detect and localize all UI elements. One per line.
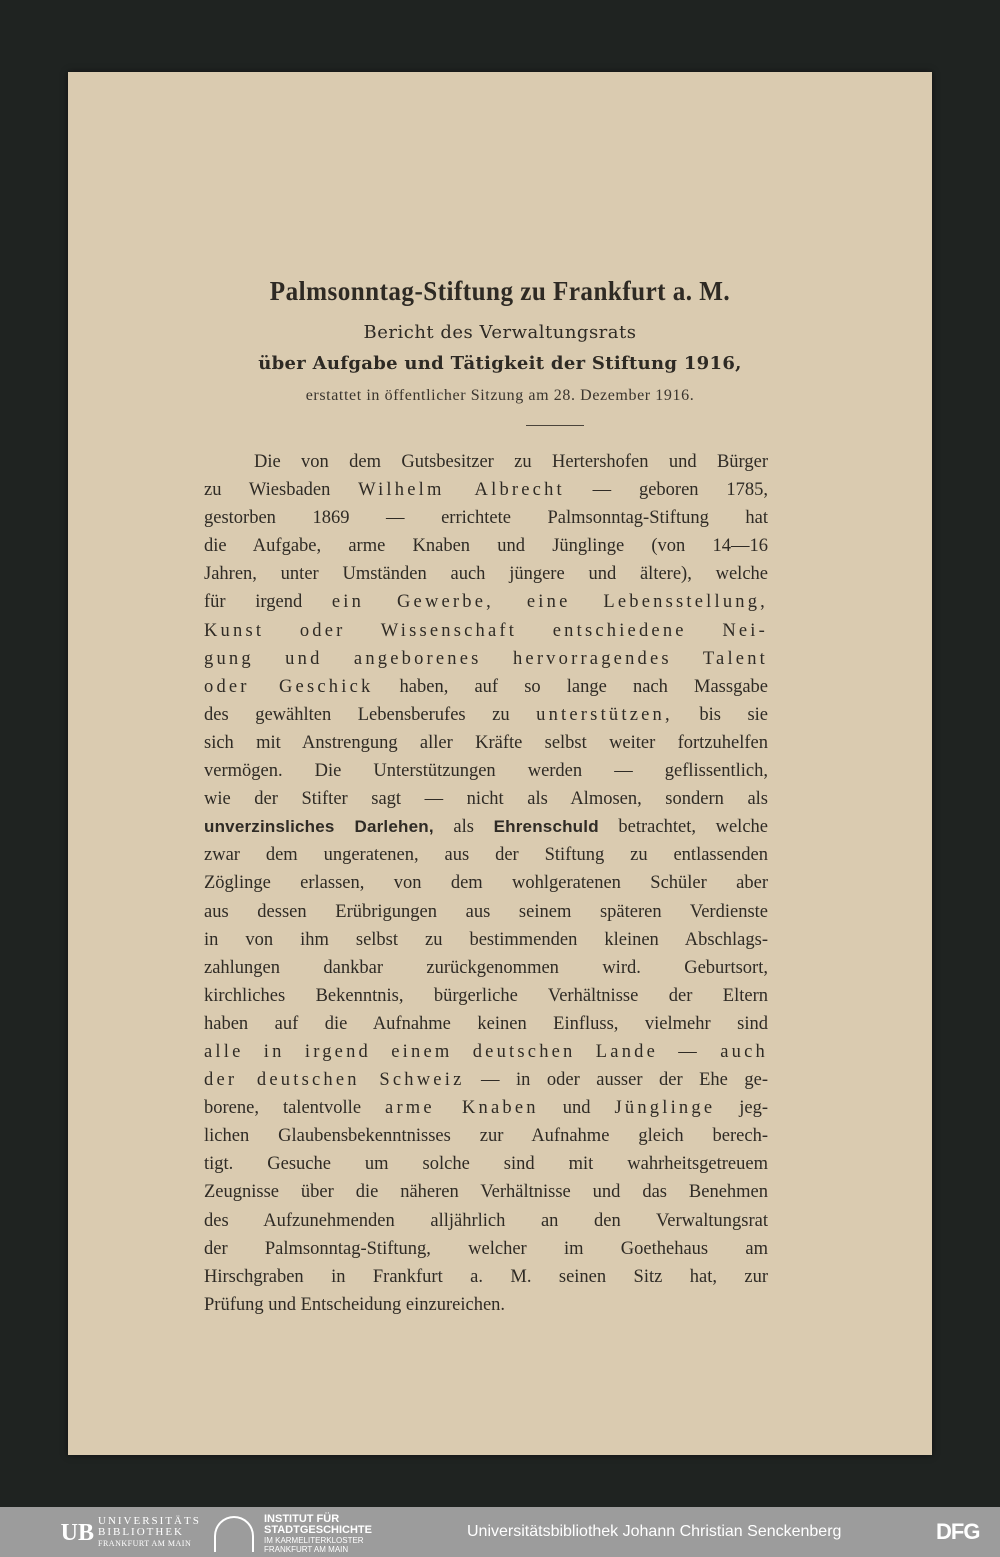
text-segment: — geboren 1785, [564, 480, 768, 501]
text-segment: der Palmsonntag-Stiftung, welcher im Goethehaus am [204, 1238, 768, 1259]
text-segment: betrachtet, welche [598, 817, 768, 838]
text-line [204, 954, 768, 982]
text-line [204, 560, 768, 588]
text-segment: Zöglinge erlassen, von dem wohlgeratenen Schüler aber [204, 873, 768, 894]
text-segment: zwar dem ungeratenen, aus der Stiftung zu entlassenden [204, 845, 768, 866]
text-line [204, 1094, 768, 1122]
text-segment: jeg- [715, 1098, 768, 1119]
text-line [204, 869, 768, 897]
text-segment: haben, auf so lange nach Massgabe [373, 676, 768, 697]
text-line [204, 1263, 768, 1291]
isg-line: INSTITUT FÜR [264, 1513, 340, 1525]
text-segment: — in oder ausser der Ehe ge- [464, 1070, 768, 1091]
text-line [204, 841, 768, 869]
text-segment: für irgend [204, 592, 332, 613]
isg-line: FRANKFURT AM MAIN [264, 1545, 349, 1554]
bold-text: unverzinsliches Darlehen, [204, 817, 434, 837]
spaced-text: unterstützen, [536, 704, 673, 725]
footer-bar [0, 1507, 1000, 1557]
spaced-text: oder Geschick [204, 676, 374, 697]
spaced-text: alle in irgend einem deutschen Lande — auch [204, 1041, 768, 1062]
text-segment: Prüfung und Entscheidung einzureichen. [204, 1294, 506, 1315]
spaced-text: arme Knaben [385, 1098, 539, 1119]
text-line [204, 1178, 768, 1206]
text-line [204, 813, 768, 841]
spaced-text: der deutschen Schweiz [204, 1070, 465, 1091]
document-page [68, 72, 932, 1455]
text-line [204, 1207, 768, 1235]
text-line [204, 1150, 768, 1178]
text-segment: tigt. Gesuche um solche sind mit wahrheitsgetreuem [204, 1154, 768, 1175]
spaced-text: ein Gewerbe, eine Lebensstellung, [331, 592, 768, 613]
text-segment: wie der Stifter sagt — nicht als Almosen, sondern als [204, 789, 768, 810]
text-line [204, 898, 768, 926]
text-line [204, 448, 768, 476]
text-line [204, 1291, 768, 1319]
text-line [204, 982, 768, 1010]
text-line [204, 1066, 768, 1094]
text-segment: Die von dem Gutsbesitzer zu Hertershofen und Bürger [254, 452, 768, 472]
body-text [204, 448, 768, 1319]
isg-line: IM KARMELITERKLOSTER [264, 1536, 364, 1545]
text-line [204, 673, 768, 701]
text-segment: lichen Glaubensbekenntnisses zur Aufnahme gleich berech- [204, 1126, 768, 1147]
ub-line: UNIVERSITÄTS [98, 1515, 201, 1527]
text-segment: Jahren, unter Umständen auch jüngere und ältere), welche [204, 564, 768, 585]
text-segment: als [433, 817, 494, 838]
ub-logo[interactable] [4, 1515, 204, 1551]
text-line [204, 476, 768, 504]
document-subtitle: Bericht des Verwaltungsrats [363, 322, 637, 343]
ub-line: BIBLIOTHEK [98, 1526, 184, 1538]
text-line [204, 617, 768, 645]
text-line [204, 785, 768, 813]
document-title: Palmsonntag-Stiftung zu Frankfurt a. M. [269, 276, 731, 306]
document-dateline: erstattet in öffentlicher Sitzung am 28. Dezember 1916. [305, 387, 695, 404]
library-name[interactable]: Universitätsbibliothek Johann Christian Senckenberg [467, 1523, 842, 1540]
text-line [204, 729, 768, 757]
document-subtitle: über Aufgabe und Tätigkeit der Stiftung 1916, [258, 353, 742, 374]
text-segment: des Aufzunehmenden alljährlich an den Verwaltungsrat [204, 1210, 768, 1231]
text-segment: des gewählten Lebensberufes zu [204, 704, 537, 725]
bold-text: Ehrenschuld [493, 817, 599, 837]
isg-line: STADTGESCHICHTE [264, 1524, 372, 1536]
text-line [204, 926, 768, 954]
isg-arch-icon [214, 1516, 254, 1552]
text-segment: Hirschgraben in Frankfurt a. M. seinen Sitz hat, zur [204, 1266, 768, 1287]
text-segment: vermögen. Die Unterstützungen werden — geflissentlich, [204, 761, 768, 782]
spaced-text: Jünglinge [614, 1098, 716, 1119]
text-segment: haben auf die Aufnahme keinen Einfluss, vielmehr sind [204, 1013, 768, 1034]
spaced-text: gung und angeborenes hervorragendes Talent [204, 648, 768, 669]
text-line [204, 532, 768, 560]
text-line [204, 1038, 768, 1066]
text-line [204, 588, 768, 616]
text-line [204, 757, 768, 785]
text-line [204, 1010, 768, 1038]
text-segment: und [538, 1098, 615, 1119]
text-segment: gestorben 1869 — errichtete Palmsonntag-Stiftung hat [204, 508, 768, 529]
text-segment: borene, talentvolle [204, 1098, 386, 1119]
ub-logo-text [98, 1516, 201, 1549]
text-segment: sich mit Anstrengung aller Kräfte selbst weiter fortzuhelfen [204, 732, 768, 753]
divider [526, 425, 584, 426]
ub-line: FRANKFURT AM MAIN [98, 1539, 192, 1548]
text-line [204, 504, 768, 532]
ub-logo-initials: UB [60, 1520, 94, 1546]
spaced-text: Wilhelm Albrecht [358, 480, 565, 501]
text-segment: die Aufgabe, arme Knaben und Jünglinge (von 14—16 [204, 536, 768, 557]
spaced-text: Kunst oder Wissenschaft entschiedene Nei- [204, 620, 768, 641]
text-line [204, 1235, 768, 1263]
dfg-logo[interactable]: DFG [936, 1519, 980, 1544]
text-line [204, 701, 768, 729]
text-segment: kirchliches Bekenntnis, bürgerliche Verhältnisse der Eltern [204, 985, 768, 1006]
text-segment: aus dessen Erübrigungen aus seinem späteren Verdienste [204, 901, 768, 922]
text-segment: bis sie [672, 704, 768, 725]
text-segment: Zeugnisse über die näheren Verhältnisse und das Benehmen [204, 1182, 768, 1203]
isg-logo[interactable] [264, 1514, 372, 1554]
text-line [204, 645, 768, 673]
text-segment: in von ihm selbst zu bestimmenden kleinen Abschlags- [204, 929, 768, 950]
text-line [204, 1122, 768, 1150]
text-segment: zahlungen dankbar zurückgenommen wird. Geburtsort, [204, 957, 768, 978]
text-segment: zu Wiesbaden [204, 480, 359, 501]
